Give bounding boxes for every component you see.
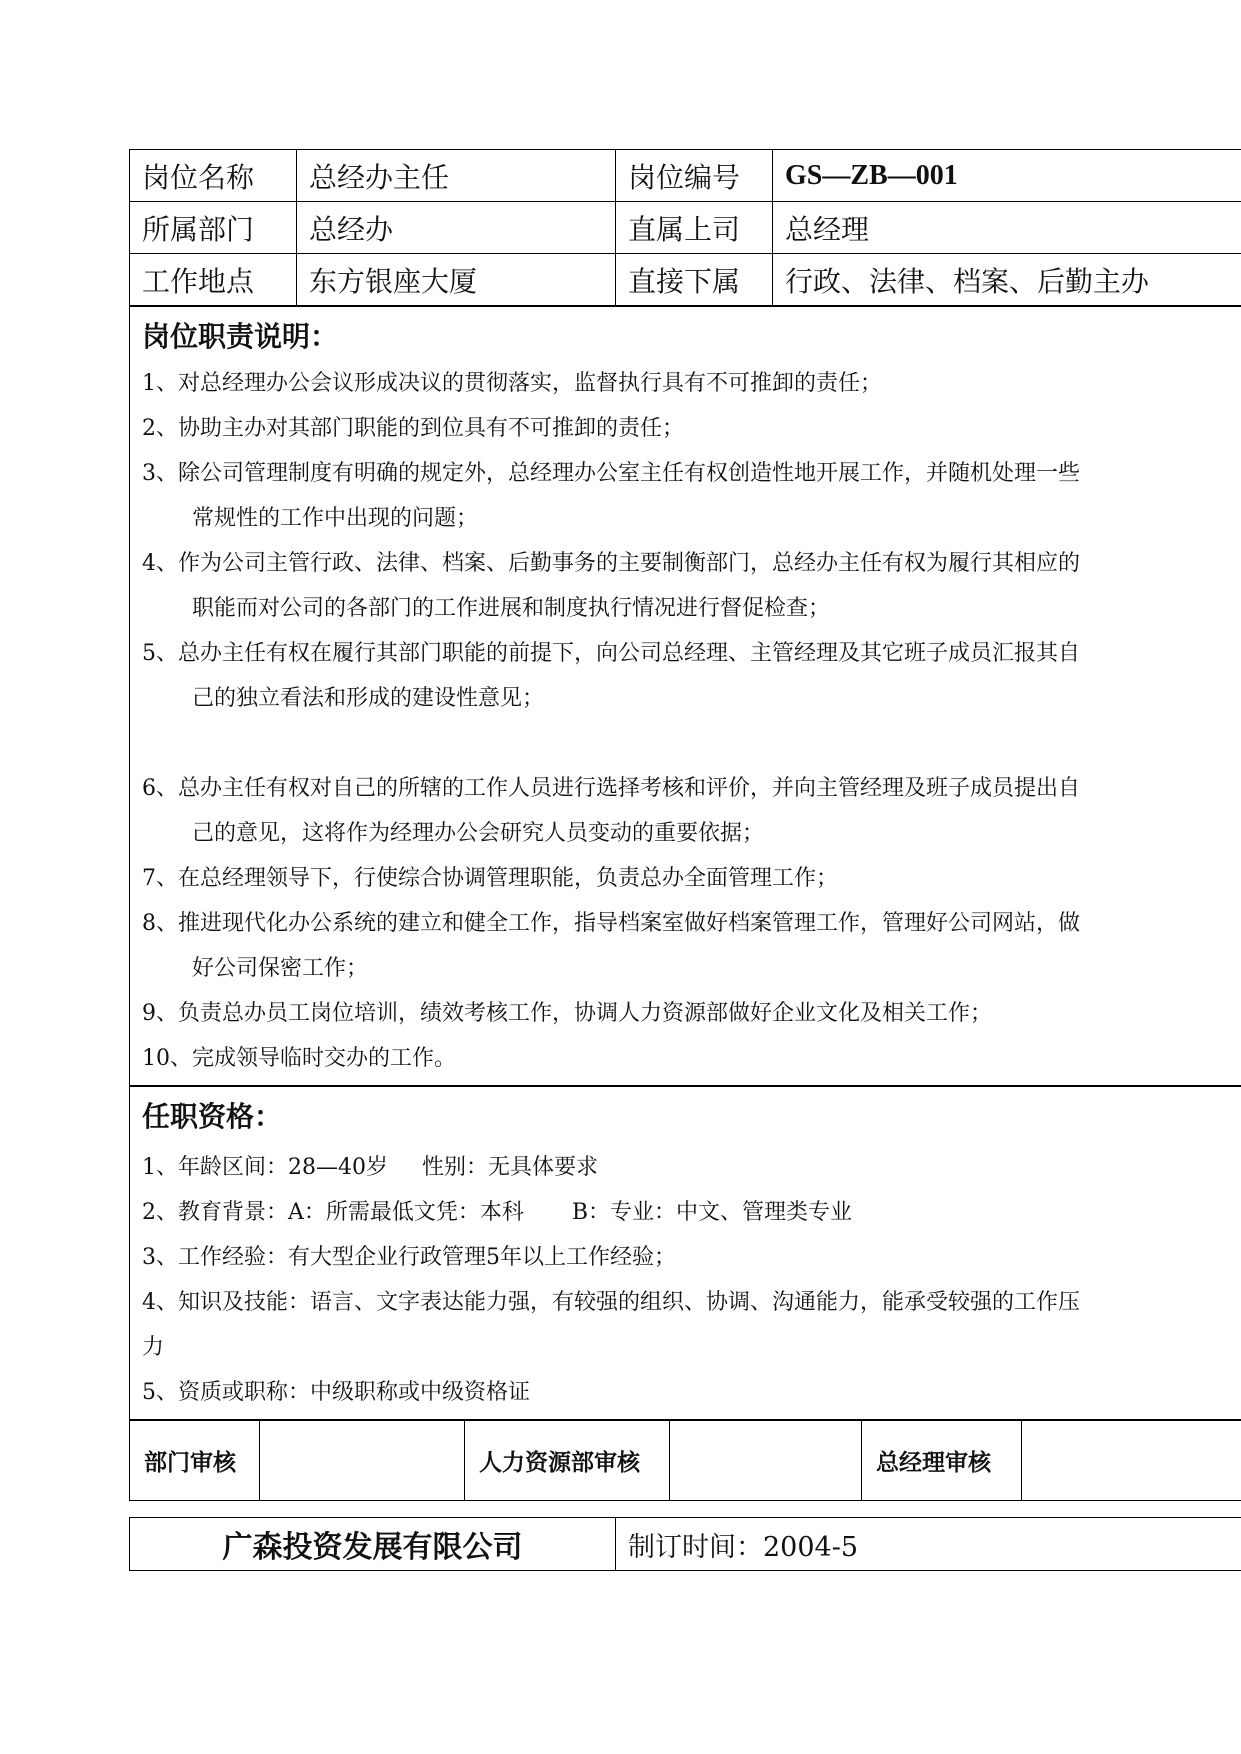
duty-item: 2、协助主办对其部门职能的到位具有不可推卸的责任； — [142, 416, 684, 441]
info-row-2 — [130, 202, 1241, 254]
info-row-1 — [130, 150, 1241, 202]
footer-table — [129, 1517, 1241, 1571]
duty-item: 3、除公司管理制度有明确的规定外，总经理办公室主任有权创造性地开展工作，并随机处理一些 — [142, 461, 1081, 486]
qualifications-title: 任职资格： — [142, 1100, 283, 1133]
job-description-sheet — [129, 149, 1241, 1571]
subordinates-value: 行政、法律、档案、后勤主办 — [773, 254, 1241, 306]
duty-item: 10、完成领导临时交办的工作。 — [142, 1046, 456, 1071]
duty-item-continued: 职能而对公司的各部门的工作进展和制度执行情况进行督促检查； — [192, 596, 831, 621]
duties-title: 岗位职责说明： — [142, 320, 339, 353]
position-name-label: 岗位名称 — [130, 150, 297, 202]
duty-item: 1、对总经理办公会议形成决议的贯彻落实，监督执行具有不可推卸的责任； — [142, 371, 882, 396]
supervisor-label: 直属上司 — [616, 202, 773, 254]
duty-item: 9、负责总办员工岗位培训，绩效考核工作，协调人力资源部做好企业文化及相关工作； — [142, 1001, 992, 1026]
position-code-value: GS—ZB—001 — [773, 150, 1241, 202]
department-value: 总经办 — [297, 202, 616, 254]
qualifications-table — [129, 1086, 1241, 1420]
qualification-skills: 4、知识及技能：语言、文字表达能力强，有较强的组织、协调、沟通能力，能承受较强的工作压 — [142, 1290, 1081, 1315]
blank-line — [142, 721, 1241, 766]
duty-item-continued: 好公司保密工作； — [192, 956, 369, 981]
position-name-value: 总经办主任 — [297, 150, 616, 202]
qualification-education-a: 2、教育背景：A：所需最低文凭：本科 — [142, 1200, 524, 1225]
gm-review-label: 总经理审核 — [862, 1421, 1022, 1501]
footer-row — [130, 1518, 1241, 1571]
qualification-experience: 3、工作经验：有大型企业行政管理5年以上工作经验； — [142, 1245, 676, 1270]
hr-review-label: 人力资源部审核 — [465, 1421, 670, 1501]
supervisor-value: 总经理 — [773, 202, 1241, 254]
dept-review-signature-field[interactable] — [260, 1421, 465, 1501]
subordinates-label: 直接下属 — [616, 254, 773, 306]
gm-review-signature-field[interactable] — [1022, 1421, 1241, 1501]
duty-item: 5、总办主任有权在履行其部门职能的前提下，向公司总经理、主管经理及其它班子成员汇报其自 — [142, 641, 1081, 666]
qualification-age-row — [142, 1145, 1241, 1190]
location-label: 工作地点 — [130, 254, 297, 306]
duty-item: 7、在总经理领导下，行使综合协调管理职能，负责总办全面管理工作； — [142, 866, 838, 891]
duties-table — [129, 306, 1241, 1086]
duty-item: 8、推进现代化办公系统的建立和健全工作，指导档案室做好档案管理工作，管理好公司网站，做 — [142, 911, 1081, 936]
duty-item-continued: 常规性的工作中出现的问题； — [192, 506, 479, 531]
revision-date: 制订时间：2004-5 — [616, 1518, 1241, 1571]
qualification-certificate: 5、资质或职称：中级职称或中级资格证 — [142, 1380, 530, 1405]
position-info-table — [129, 149, 1241, 306]
hr-review-signature-field[interactable] — [670, 1421, 862, 1501]
dept-review-label: 部门审核 — [130, 1421, 260, 1501]
qualification-gender: 性别：无具体要求 — [422, 1155, 599, 1180]
qualification-education-row — [142, 1190, 1241, 1235]
qualification-age: 1、年龄区间：28—40岁 — [142, 1155, 388, 1180]
review-row — [130, 1421, 1241, 1501]
qualification-education-b: B：专业：中文、管理类专业 — [571, 1200, 853, 1225]
duty-item-continued: 己的独立看法和形成的建设性意见； — [192, 686, 545, 711]
department-label: 所属部门 — [130, 202, 297, 254]
qualifications-cell — [130, 1087, 1241, 1420]
location-value: 东方银座大厦 — [297, 254, 616, 306]
company-name: 广森投资发展有限公司 — [130, 1518, 616, 1571]
info-row-3 — [130, 254, 1241, 306]
duties-cell — [130, 307, 1241, 1086]
duty-item-continued: 己的意见，这将作为经理办公会研究人员变动的重要依据； — [192, 821, 765, 846]
duty-item: 4、作为公司主管行政、法律、档案、后勤事务的主要制衡部门，总经办主任有权为履行其相应的 — [142, 551, 1081, 576]
review-table — [129, 1420, 1241, 1501]
qualification-skills-continued: 力 — [142, 1335, 165, 1360]
position-code-label: 岗位编号 — [616, 150, 773, 202]
duty-item: 6、总办主任有权对自己的所辖的工作人员进行选择考核和评价，并向主管经理及班子成员提出自 — [142, 776, 1081, 801]
